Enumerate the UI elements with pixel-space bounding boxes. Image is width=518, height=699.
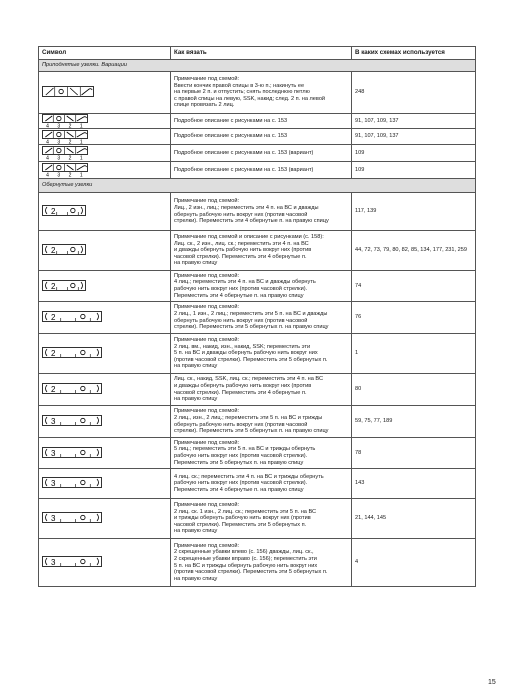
table-row [39,145,476,162]
header-symbol: Символ [39,47,171,60]
wrap-symbol-3e [42,556,102,569]
how-to-knit-cell: Примечание под схемой: 2 лиц., изн., 2 лиц.; переместить эти 5 п. на ВС и трижды обернуть рабочую нить вокруг них (против часовой стрелки). Переместить эти 5 обернутых п. на правую спицу [171,406,352,438]
how-to-knit-cell: Примечание под схемой: 2 лиц., 1 изн., 2 лиц.; переместить эти 5 п. на ВС и дважды обернуть рабочую нить вокруг них (против часовой стрелки). Переместить эти 5 обернутых п. на правую спицу [171,302,352,334]
symbols-table [38,46,476,587]
svg-text:2: 2 [68,139,72,144]
svg-text:2: 2 [68,172,72,177]
svg-text:2: 2 [51,246,56,255]
table-row [39,114,476,129]
symbol-cell [39,231,171,271]
used-in-cell: 4 [352,539,476,587]
symbol-cell [39,438,171,469]
how-to-knit-cell: Примечание под схемой: 2 лиц. ск. 1 изн., 2 лиц. ск.; переместить эти 5 п. на ВС и трижды обернуть рабочую нить вокруг них (против часовой стрелки). Переместить эти 5 обернутых п. на правую спицу [171,499,352,539]
how-to-knit-cell: Примечание под схемой: 5 лиц.; переместить эти 5 п. на ВС и трижды обернуть рабочую нить вокруг них (против часовой стрелки). Переместить эти 5 обернутых п. на правую спицу [171,438,352,469]
how-to-knit-cell: Примечание под схемой: 2 скрещенные убавки влево (с. 156) дважды, лиц. ск., 2 скрещенные убавки вправо (с. 156); переместить эти 5 п. на ВС и трижды обернуть рабочую нить вокруг них (против часовой стрелки). Переместить эти 5 обернутых п. на правую спицу [171,539,352,587]
svg-text:2: 2 [51,313,56,322]
how-to-knit-cell: Подробное описание с рисунками на с. 153 (вариант) [171,145,352,162]
section-title: Обернутые узелки [39,179,476,193]
used-in-cell: 59, 75, 77, 189 [352,406,476,438]
svg-text:3: 3 [57,172,61,177]
symbol-cell [39,406,171,438]
how-to-knit-cell: Примечание под схемой: Ввести кончик правой спицы в 3-ю п.; накинуть ее на первые 2 п. и отпустить; снять последнюю петлю с правой спицы на левую, SSK, накид; след. 2 п. на левой спице провязать 2 лиц. [171,72,352,114]
svg-text:3: 3 [51,417,56,426]
wrap-symbol-2e [42,347,102,360]
svg-text:3: 3 [57,155,61,160]
used-in-cell: 143 [352,469,476,499]
symbol-cell [39,72,171,114]
wrap-symbol-3c [42,477,102,490]
symbol-cell [39,271,171,302]
how-to-knit-cell: Подробное описание с рисунками на с. 153 (вариант) [171,162,352,179]
symbol-cell [39,114,171,129]
table-row [39,231,476,271]
page-number: 15 [488,679,496,686]
symbol-cell [39,302,171,334]
symbol-cell [39,469,171,499]
table-header-row [39,47,476,60]
used-in-cell: 76 [352,302,476,334]
table-row [39,162,476,179]
used-in-cell: 74 [352,271,476,302]
symbol-cell [39,374,171,406]
svg-text:2: 2 [51,385,56,394]
symbol-cell [39,539,171,587]
how-to-knit-cell: Примечание под схемой: 4 лиц.; переместить эти 4 п. на ВС и дважды обернуть рабочую нить вокруг них (против часовой стрелки). Переместить эти 4 обернутые п. на правую спицу [171,271,352,302]
svg-text:1: 1 [79,139,83,144]
how-to-knit-cell: 4 лиц. ск.; переместить эти 4 п. на ВС и трижды обернуть рабочую нить вокруг них (против часовой стрелки). Переместить эти 4 обернутые п. на правую спицу [171,469,352,499]
how-to-knit-cell: Примечание под схемой: Лиц., 2 изн., лиц.; переместить эти 4 п. на ВС и дважды обернуть рабочую нить вокруг них (против часовой стрелки). Переместить эти 4 обернутые п. на правую спицу [171,193,352,231]
header-how-to-knit: Как вязать [171,47,352,60]
picked-up-nupp-symbol-c [42,130,88,144]
wrap-symbol-2 [42,205,86,218]
used-in-cell: 1 [352,334,476,374]
section-row [39,60,476,72]
table-row [39,193,476,231]
picked-up-nupp-symbol-a [42,86,94,99]
picked-up-nupp-symbol-d [42,146,88,160]
svg-text:2: 2 [68,155,72,160]
used-in-cell: 21, 144, 145 [352,499,476,539]
table-row [39,469,476,499]
picked-up-nupp-symbol-b [42,114,88,128]
svg-text:4: 4 [46,123,49,128]
svg-text:1: 1 [79,155,83,160]
symbol-cell [39,129,171,145]
symbol-cell [39,499,171,539]
symbol-cell [39,193,171,231]
svg-text:2: 2 [51,281,56,291]
svg-text:4: 4 [46,139,49,144]
table-row [39,302,476,334]
wrap-symbol-2f [42,383,102,396]
table-row [39,438,476,469]
symbol-cell [39,162,171,179]
table-row [39,271,476,302]
svg-text:4: 4 [46,155,49,160]
used-in-cell: 109 [352,162,476,179]
svg-text:3: 3 [51,514,56,523]
how-to-knit-cell: Подробное описание с рисунками на с. 153 [171,129,352,145]
wrap-symbol-2c [42,280,86,293]
svg-text:3: 3 [51,558,56,567]
table-row [39,72,476,114]
section-row [39,179,476,193]
svg-text:2: 2 [68,123,72,128]
used-in-cell: 248 [352,72,476,114]
table-row [39,539,476,587]
header-used-in-charts: В каких схемах используется [352,47,476,60]
picked-up-nupp-symbol-e [42,163,88,177]
svg-text:4: 4 [46,172,49,177]
section-title: Приподнятые узелки. Вариации [39,60,476,72]
used-in-cell: 91, 107, 109, 137 [352,114,476,129]
table-row [39,334,476,374]
svg-text:3: 3 [51,448,56,458]
svg-text:2: 2 [51,207,56,216]
used-in-cell: 80 [352,374,476,406]
svg-text:2: 2 [51,349,56,358]
symbol-cell [39,334,171,374]
svg-text:1: 1 [79,172,83,177]
svg-text:1: 1 [79,123,83,128]
how-to-knit-cell: Примечание под схемой и описание с рисунками (с. 158): Лиц. ск., 2 изн., лиц. ск.; переместить эти 4 п. на ВС и дважды обернуть рабочую нить вокруг них (против часовой стрелки). Переместить эти 4 обернутые п. на правую спицу [171,231,352,271]
how-to-knit-cell: Лиц. ск., накид, SSK, лиц. ск.; переместить эти 4 п. на ВС и дважды обернуть рабочую нить вокруг них (против часовой стрелки). Переместить эти 4 обернутые п. на правую спицу [171,374,352,406]
how-to-knit-cell: Примечание под схемой: 2 лиц. вм., накид, изн., накид, SSK; переместить эти 5 п. на ВС и дважды обернуть рабочую нить вокруг них (против часовой стрелки). Переместить эти 5 обернутых п. на правую спицу [171,334,352,374]
used-in-cell: 44, 72, 73, 79, 80, 82, 85, 134, 177, 231, 259 [352,231,476,271]
wrap-symbol-2b [42,244,86,257]
svg-text:3: 3 [57,123,61,128]
used-in-cell: 109 [352,145,476,162]
table-row [39,499,476,539]
used-in-cell: 91, 107, 109, 137 [352,129,476,145]
table-row [39,406,476,438]
how-to-knit-cell: Подробное описание с рисунками на с. 153 [171,114,352,129]
wrap-symbol-2d [42,311,102,324]
table-row [39,129,476,145]
used-in-cell: 117, 139 [352,193,476,231]
wrap-symbol-3 [42,415,102,428]
svg-text:3: 3 [57,139,61,144]
symbol-cell [39,145,171,162]
svg-text:3: 3 [51,479,56,488]
wrap-symbol-3d [42,512,102,525]
used-in-cell: 78 [352,438,476,469]
wrap-symbol-3b [42,447,102,460]
table-row [39,374,476,406]
